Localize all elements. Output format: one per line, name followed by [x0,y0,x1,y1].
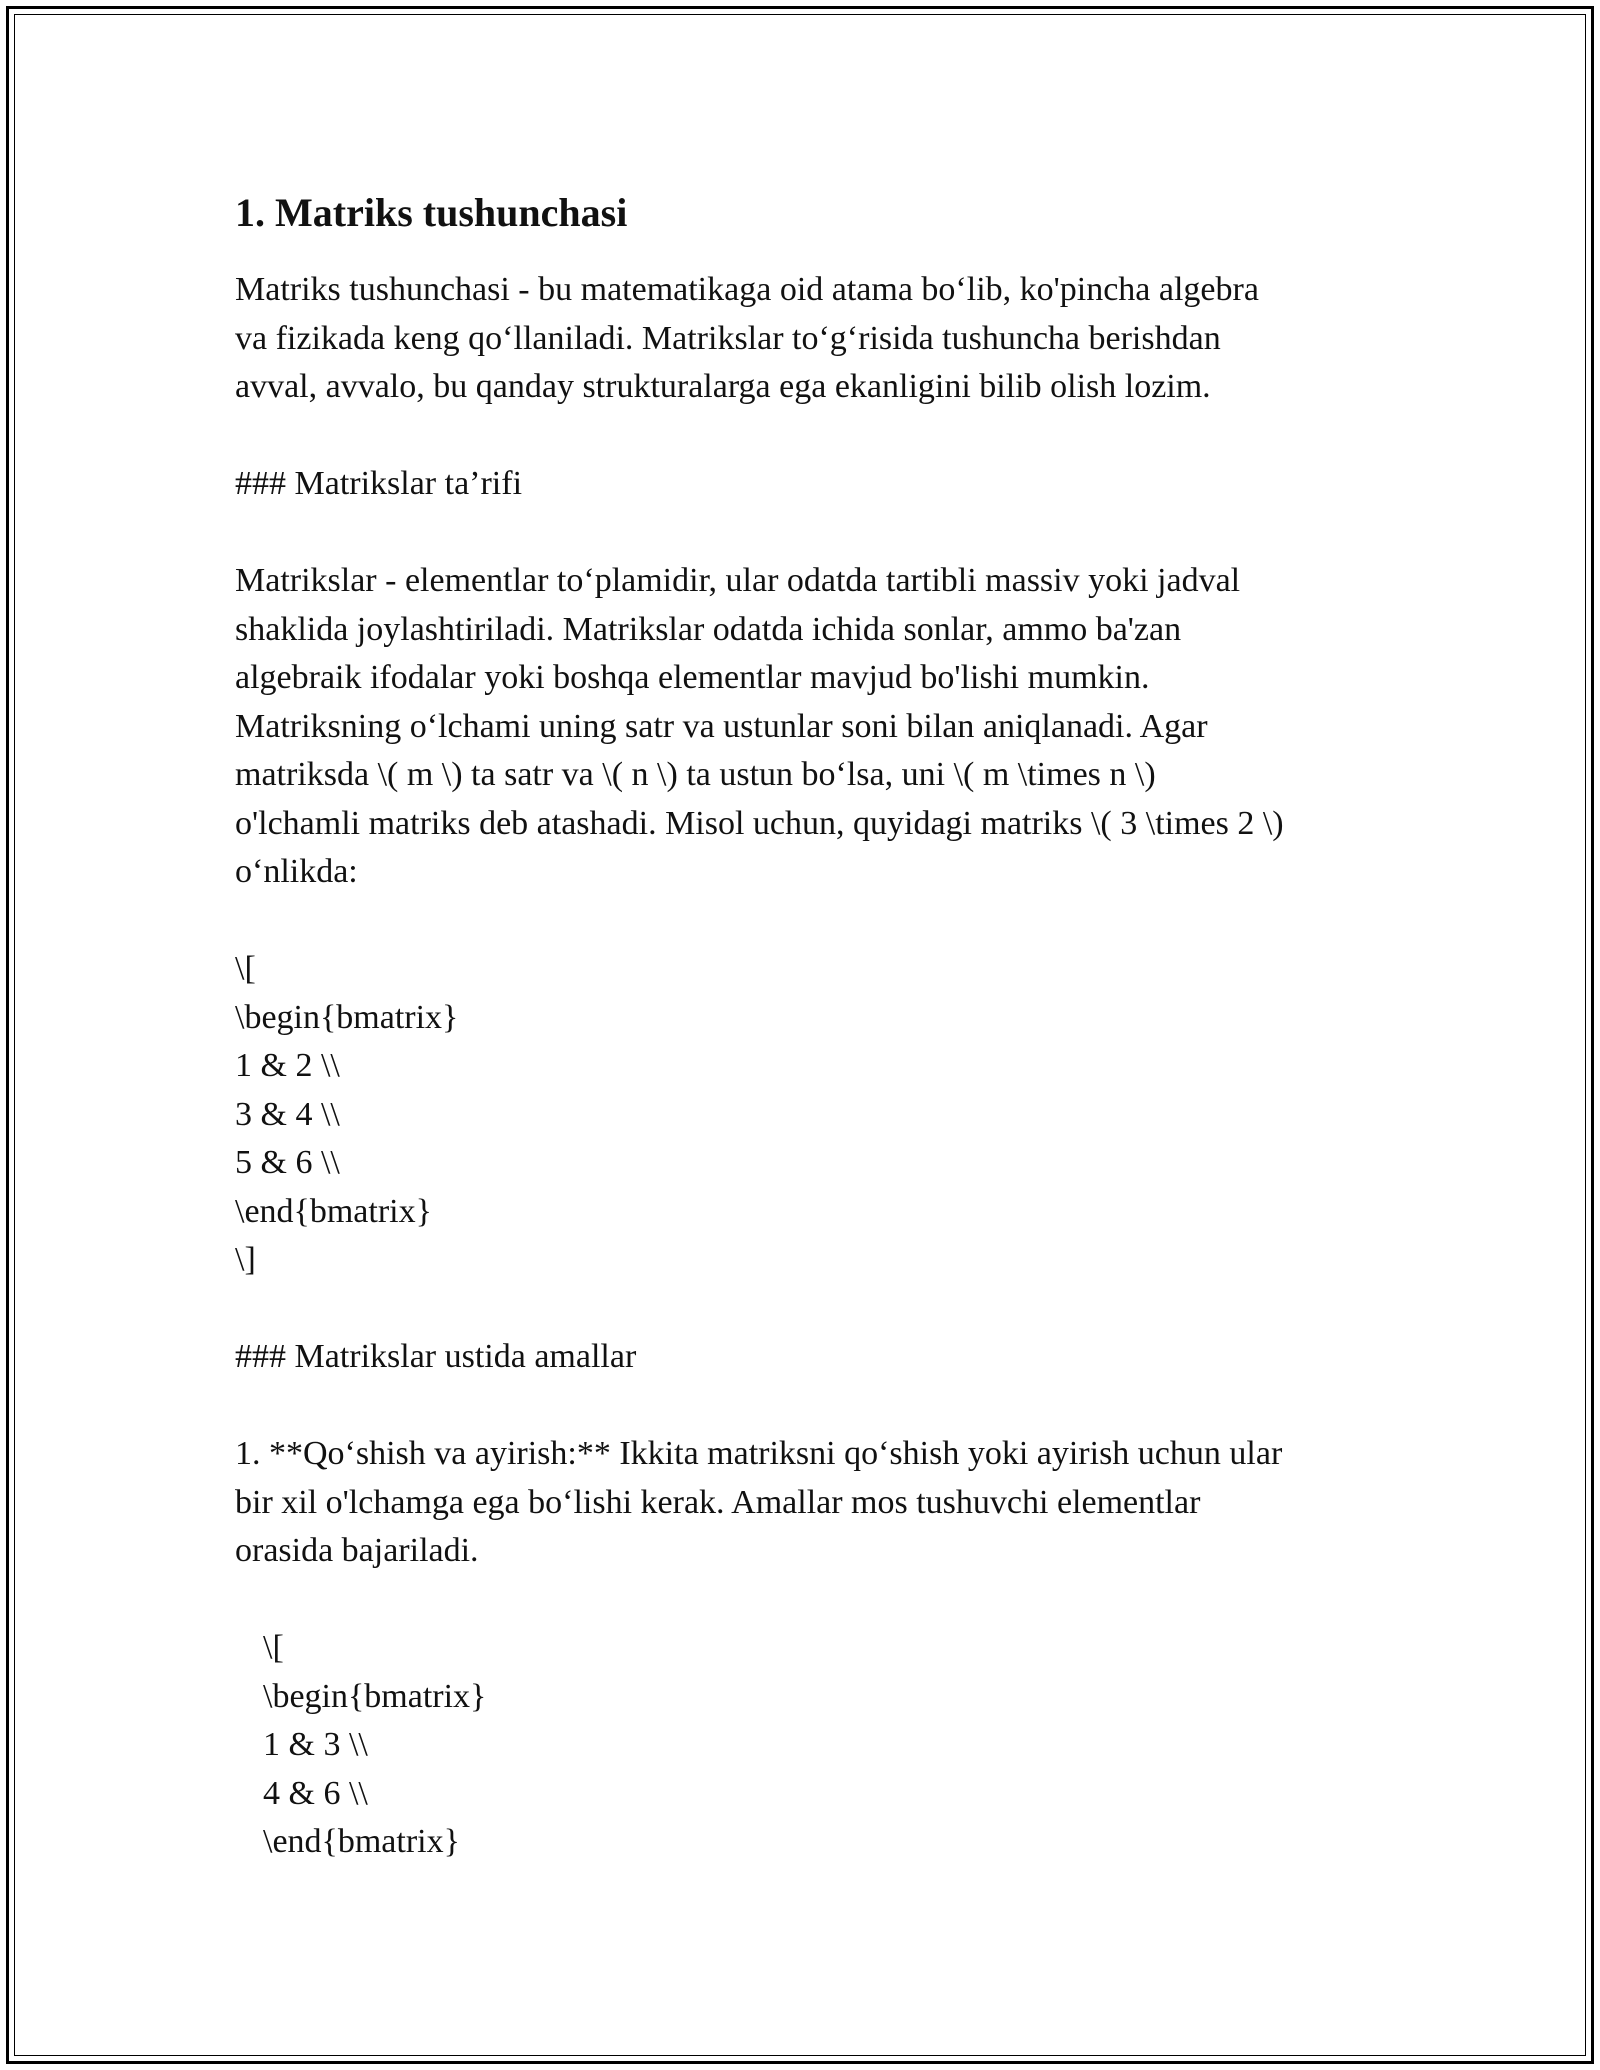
document-page [235,186,1375,1867]
spacer [235,1576,1375,1625]
intro-paragraph [235,266,1375,412]
operation-line: 1. **Qo‘shish va ayirish:** Ikkita matriksni qo‘shish yoki ayirish uchun ular [235,1435,1283,1472]
heading-text: ### Matrikslar ustida amallar [235,1338,637,1375]
latex-line: 1 & 3 \\ [263,1726,368,1763]
spacer [235,509,1375,558]
definition-line: Matrikslar - elementlar to‘plamidir, ular odatda tartibli massiv yoki jadval [235,562,1241,599]
section-heading-operations [235,1333,1375,1382]
latex-line: 5 & 6 \\ [235,1144,340,1181]
section-heading-definition [235,460,1375,509]
spacer [235,1285,1375,1334]
latex-line: \begin{bmatrix} [263,1677,487,1715]
spacer [235,1382,1375,1431]
definition-paragraph [235,557,1375,897]
latex-line: \end{bmatrix} [263,1823,460,1860]
intro-line: avval, avvalo, bu qanday strukturalarga ega ekanligini bilib olish lozim. [235,368,1211,405]
latex-line: \begin{bmatrix} [235,998,459,1036]
definition-line: o'lchamli matriks deb atashadi. Misol uchun, quyidagi matriks \( 3 \times 2 \) [235,804,1284,842]
operation-line: bir xil o'lchamga ega bo‘lishi kerak. Amallar mos tushuvchi elementlar [235,1483,1201,1521]
latex-line: 1 & 2 \\ [235,1047,340,1084]
page-title: 1. Matriks tushunchasi [235,190,628,235]
latex-line: \[ [235,950,256,987]
operation-line: orasida bajariladi. [235,1532,479,1569]
operation-1-paragraph [235,1430,1375,1576]
latex-line: \end{bmatrix} [235,1192,432,1230]
definition-line: Matriksning o‘lchami uning satr va ustunlar soni bilan aniqlanadi. Agar [235,707,1208,745]
heading-text: ### Matrikslar ta’rifi [235,465,523,502]
definition-line: shaklida joylashtiriladi. Matrikslar odatda ichida sonlar, ammo ba'zan [235,610,1182,648]
matrix-operation-block [235,1624,1375,1867]
intro-line: Matriks tushunchasi - bu matematikaga oid atama bo‘lib, ko'pincha algebra [235,271,1259,308]
definition-line: o‘nlikda: [235,853,358,890]
matrix-example-block [235,945,1375,1285]
intro-line: va fizikada keng qo‘llaniladi. Matrikslar to‘g‘risida tushuncha berishdan [235,319,1221,357]
latex-line: 3 & 4 \\ [235,1095,340,1133]
latex-line: 4 & 6 \\ [263,1774,368,1812]
definition-line: algebraik ifodalar yoki boshqa elementlar mavjud bo'lishi mumkin. [235,659,1150,696]
definition-line: matriksda \( m \) ta satr va \( n \) ta ustun bo‘lsa, uni \( m \times n \) [235,756,1156,793]
spacer [235,897,1375,946]
spacer [235,412,1375,461]
latex-line: \] [235,1241,256,1278]
latex-line: \[ [263,1629,284,1666]
